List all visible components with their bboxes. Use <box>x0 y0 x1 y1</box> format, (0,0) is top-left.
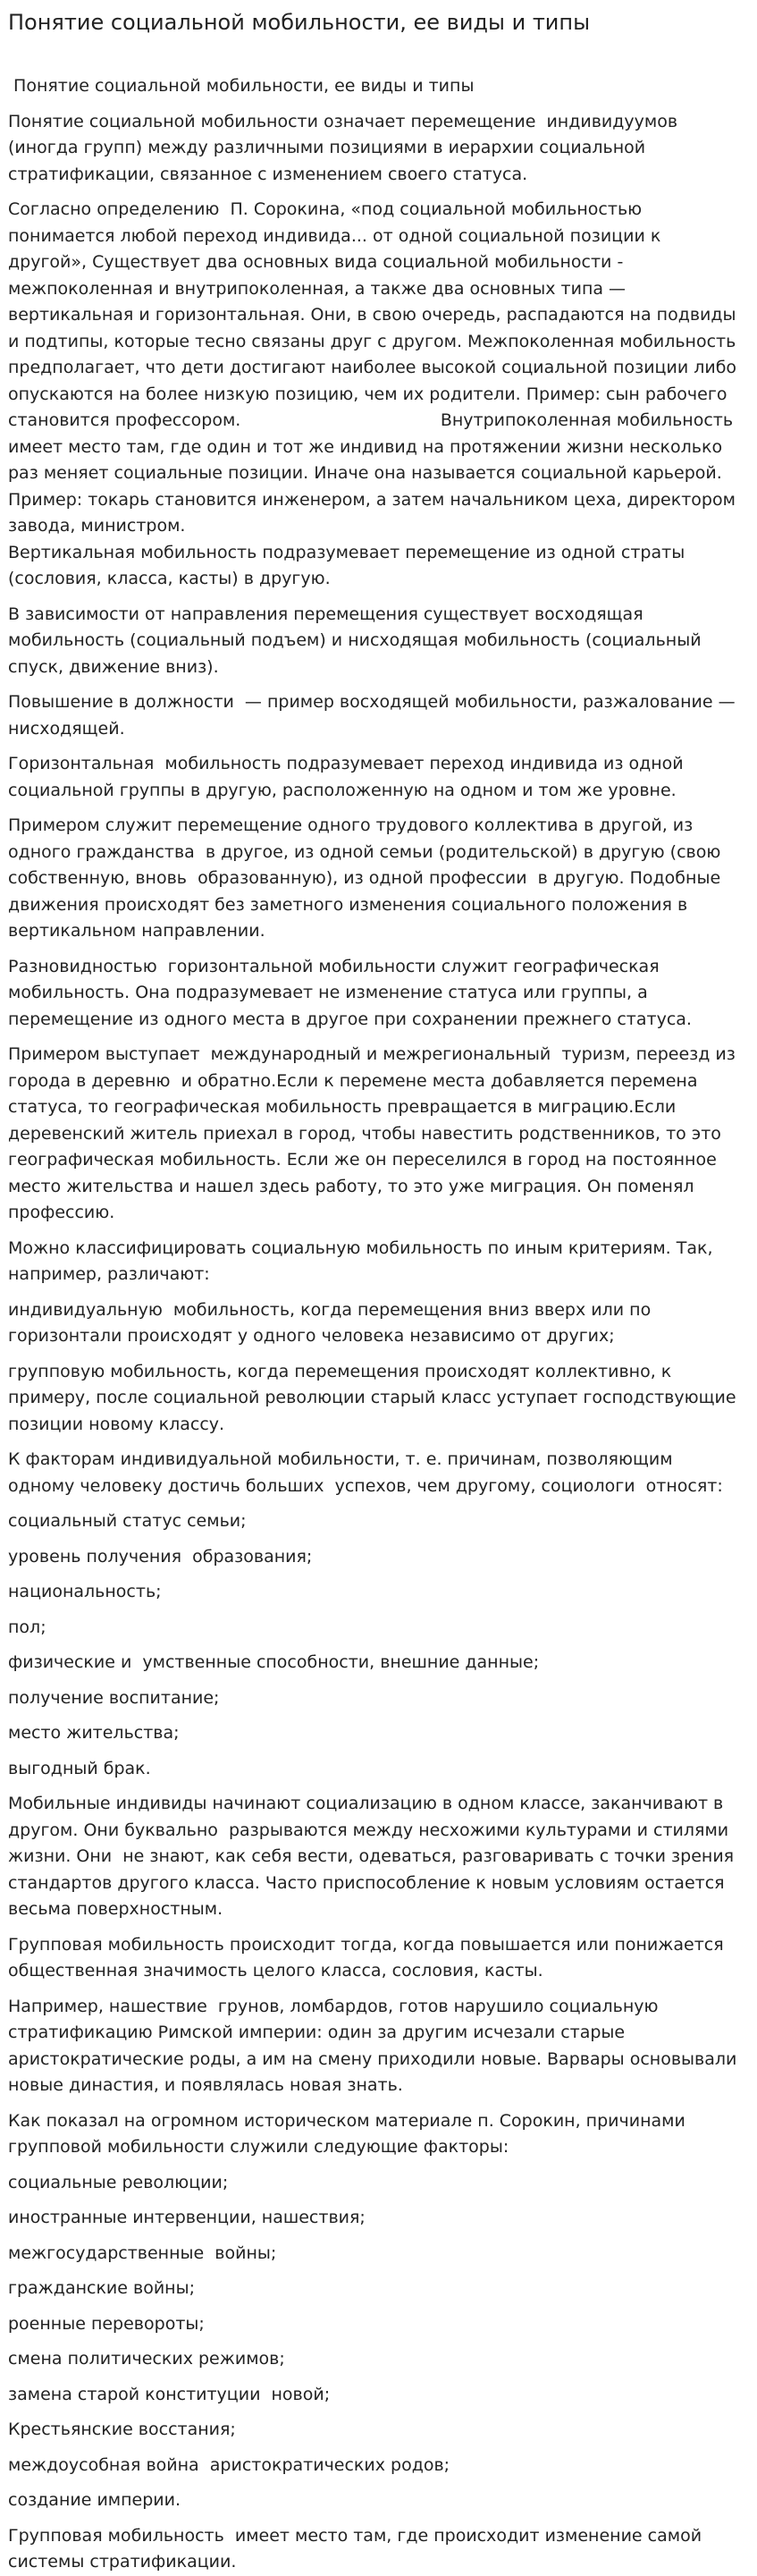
paragraph: межгосударственные войны; <box>8 2242 277 2263</box>
paragraph: гражданские войны; <box>8 2278 195 2298</box>
paragraph: физические и умственные способности, внешние данные; <box>8 1652 540 1672</box>
paragraph: междоусобная война аристократических родов; <box>8 2454 450 2475</box>
paragraph: В зависимости от направления перемещения существует восходящая мобильность (социальный подъем) и нисходящая мобильность (социальный спуск, движение вниз). <box>8 604 707 677</box>
page-title: Понятие социальной мобильности, ее виды и типы <box>8 10 591 35</box>
paragraph: место жительства; <box>8 1723 180 1743</box>
paragraph: Повышение в должности — пример восходящей мобильности, разжалование — нисходящей. <box>8 692 741 739</box>
paragraph: Как показал на огромном историческом материале п. Сорокин, причинами групповой мобильности служили следующие факторы: <box>8 2110 691 2157</box>
paragraph: выгодный брак. <box>8 1758 151 1778</box>
paragraph: Разновидностью горизонтальной мобильности служит географическая мобильность. Она подразумевает не изменение статуса или группы, а перемещение из одного места в другое при сохранении прежнего статуса. <box>8 956 692 1029</box>
paragraph: Групповая мобильность имеет место там, где происходит изменение самой системы стратификации. <box>8 2525 708 2572</box>
paragraph: Например, нашествие грунов, ломбардов, готов нарушило социальную стратификацию Римской империи: один за другим исчезали старые аристократические роды, а им на смену приходили новые. Варвары основывали новые династия, и появлялась новая знать. <box>8 1996 743 2095</box>
paragraph: групповую мобильность, когда перемещения происходят коллективно, к примеру, после социальной революции старый класс уступает господствующие позиции новому классу. <box>8 1361 742 1434</box>
article-body <box>0 36 757 2576</box>
paragraph: уровень получения образования; <box>8 1546 313 1567</box>
paragraph: Можно классифицировать социальную мобильность по иным критериям. Так, например, различают: <box>8 1237 719 1284</box>
paragraph: Примером выступает международный и межрегиональный туризм, переезд из города в деревню и обратно.Если к перемене места добавляется перемена статуса, то географическая мобильность превращается в миграцию.Если деревенский житель приехал в город, чтобы навестить родственников, то это географическая мобильность. Если же он переселился в город на постоянное место жительства и нашел здесь работу, то это уже миграция. Он поменял профессию. <box>8 1044 741 1222</box>
paragraph: роенные перевороты; <box>8 2313 205 2334</box>
paragraph: Групповая мобильность происходит тогда, когда повышается или понижается общественная значимость целого класса, сословия, касты. <box>8 1934 729 1981</box>
paragraph: индивидуальную мобильность, когда перемещения вниз вверх или по горизонтали происходят у одного человека независимо от других; <box>8 1299 657 1346</box>
paragraph: национальность; <box>8 1582 162 1601</box>
paragraph: Согласно определению П. Сорокина, «под социальной мобильностью понимается любой переход индивида... от одной социальной позиции к другой», Существует два основных вида социальной мобильности - межпоколенная и внутрипоколенная, а также два основных типа — вертикальная и горизонтальная. Они, в свою очередь, распадаются на подвиды и подтипы, которые тесно связаны друг с другом. Межпоколенная мобильность предполагает, что дети достигают наиболее высокой социальной позиции либо опускаются на более низкую позицию, чем их родители. Пример: сын рабочего становится профессором. Внутрипоколенная мобильность имеет место там, где один и тот же индивид на протяжении жизни несколько раз меняет социальные позиции. Иначе она называется социальной карьерой. Пример: токарь становится инженером, а затем начальником цеха, директором завода, министром. Вертикальная мобильность подразумевает перемещение из одной страты (сословия, класса, касты) в другую. <box>8 199 743 588</box>
paragraph: пол; <box>8 1617 46 1637</box>
article-subtitle: Понятие социальной мобильности, ее виды и типы <box>8 76 475 96</box>
paragraph: К факторам индивидуальной мобильности, т. е. причинам, позволяющим одному человеку достичь больших успехов, чем другому, социологи относят: <box>8 1449 723 1496</box>
paragraph: смена политических режимов; <box>8 2349 285 2369</box>
paragraph: Горизонтальная мобильность подразумевает переход индивида из одной социальной группы в другую, расположенную на одном и том же уровне. <box>8 754 689 800</box>
paragraph: Мобильные индивиды начинают социализацию в одном классе, заканчивают в другом. Они буквально разрываются между несхожими культурами и стилями жизни. Они не знают, как себя вести, одеваться, разговаривать с точки зрения стандартов другого класса. Часто приспособление к новым условиям остается весьма поверхностным. <box>8 1794 740 1919</box>
paragraph: замена старой конституции новой; <box>8 2384 331 2404</box>
paragraph: Примером служит перемещение одного трудового коллектива в другой, из одного гражданства в другое, из одной семьи (родительской) в другую (свою собственную, вновь образованную), из одной профессии в другую. Подобные движения происходят без заметного изменения социального положения в вертикальном направлении. <box>8 815 727 941</box>
paragraph: Крестьянские восстания; <box>8 2420 236 2439</box>
paragraph: Понятие социальной мобильности означает перемещение индивидуумов (иногда групп) между различными позициями в иерархии социальной стратификации, связанное с изменением своего статуса. <box>8 111 684 184</box>
paragraph: создание империи. <box>8 2490 181 2510</box>
paragraph: получение воспитание; <box>8 1687 220 1708</box>
paragraph: иностранные интервенции, нашествия; <box>8 2208 366 2227</box>
paragraph: социальные революции; <box>8 2172 229 2192</box>
paragraph: социальный статус семьи; <box>8 1511 247 1531</box>
